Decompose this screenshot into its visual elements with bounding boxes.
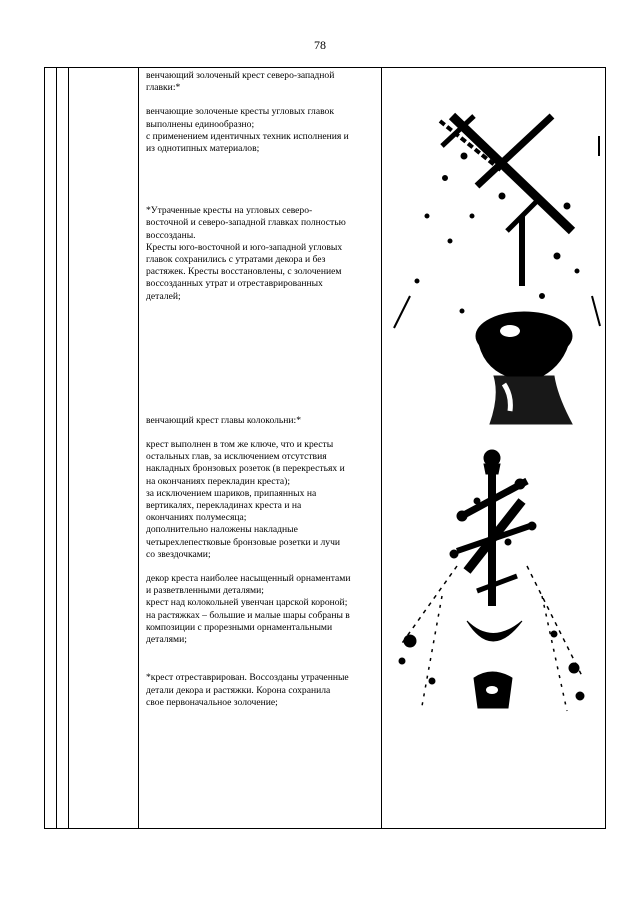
text-line: выполнены единообразно; (146, 118, 255, 130)
text-line: вертикалях, перекладинах креста и на (146, 500, 302, 512)
text-line: *крест отреставрирован. Воссозданы утраченные (146, 672, 349, 684)
text-line: из однотипных материалов; (146, 143, 260, 155)
text-block-2 (146, 106, 378, 155)
text-line: четырехлепестковые бронзовые розетки и лучи (146, 536, 341, 548)
text-line: с применением идентичных техник исполнения и (146, 130, 349, 142)
column-divider-3 (138, 68, 139, 828)
text-line: воссозданных утрат и отреставрированных (146, 278, 323, 290)
text-line: на окончаниях перекладин креста); (146, 475, 290, 487)
text-block-1 (146, 70, 378, 94)
text-line: накладных бронзовых розеток (в перекрестьях и (146, 463, 345, 475)
text-line: окончаниях полумесяца; (146, 512, 247, 524)
text-line: *Утраченные кресты на угловых северо- (146, 205, 313, 217)
image-column (382, 68, 606, 828)
text-block-4 (146, 415, 378, 427)
text-line: венчающий золоченый крест северо-западной (146, 70, 335, 81)
column-divider-1 (56, 68, 57, 828)
text-line: детали декора и растяжки. Корона сохранила (146, 684, 331, 696)
text-line: крест выполнен в том же ключе, что и кресты (146, 439, 334, 451)
column-divider-2 (68, 68, 69, 828)
text-line: Кресты юго-восточной и юго-западной угловых (146, 241, 343, 253)
description-column (146, 70, 378, 709)
text-block-3 (146, 205, 378, 303)
text-line: растяжек. Кресты восстановлены, с золочением (146, 266, 342, 278)
text-block-6 (146, 573, 378, 646)
text-line: деталями; (146, 634, 187, 646)
text-line: главки:* (146, 82, 181, 94)
text-line: воссозданы. (146, 229, 196, 241)
text-line: со звездочками; (146, 548, 211, 560)
page-number: 78 (314, 38, 326, 52)
document-table (44, 67, 606, 829)
cross-with-dome-photo-icon (382, 96, 606, 426)
text-line: венчающие золоченые кресты угловых главок (146, 106, 335, 118)
text-line: на растяжках – большие и малые шары собраны в (146, 609, 350, 621)
text-line: и разветвленными деталями; (146, 585, 264, 597)
text-line: восточной и северо-западной главках полностью (146, 217, 346, 229)
text-line: за исключением шариков, припаянных на (146, 487, 317, 499)
text-line: остальных глав, за исключением отсутствия (146, 451, 327, 463)
text-block-5 (146, 439, 378, 561)
text-line: главок сохранились с утратами декора и без (146, 254, 326, 266)
text-line: свое первоначальное золочение; (146, 696, 278, 708)
text-line: дополнительно наложены накладные (146, 524, 298, 536)
text-line: крест над колокольней увенчан царской короной; (146, 597, 348, 609)
text-line: венчающий крест главы колокольни:* (146, 414, 302, 426)
text-line: декор креста наиболее насыщенный орнаментами (146, 573, 351, 585)
crowned-cross-photo-icon (382, 446, 606, 716)
text-line: композиции с прорезными орнаментальными (146, 621, 333, 633)
text-block-7 (146, 672, 378, 709)
text-line: деталей; (146, 290, 181, 302)
